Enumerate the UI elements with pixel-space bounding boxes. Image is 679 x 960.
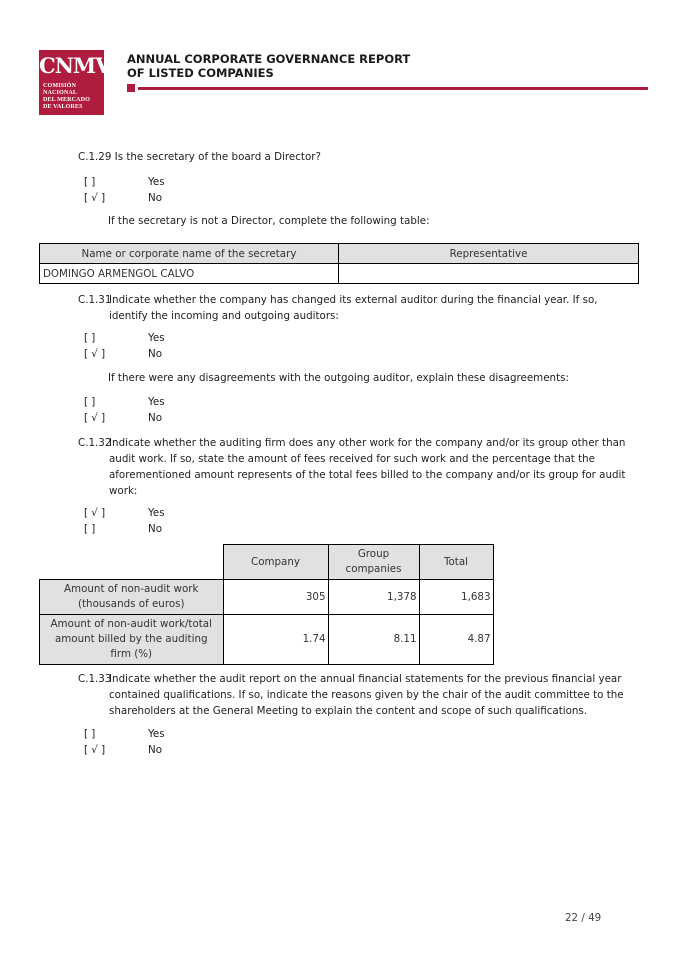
col-representative: Representative <box>339 244 639 264</box>
c132-no-checkbox[interactable]: [ ] <box>84 523 96 535</box>
c133-text-line2: contained qualifications. If so, indicate the reasons given by the chair of the audit committee to the <box>109 689 624 701</box>
col-group-companies: Group companies <box>328 545 419 580</box>
c132-text-line2: audit work. If so, state the amount of fees received for such work and the percentage that the <box>109 453 596 465</box>
c131-disagreement-text: If there were any disagreements with the outgoing auditor, explain these disagreements: <box>108 372 569 384</box>
cell-percent-company: 1.74 <box>223 615 328 665</box>
c132-text-line4: work: <box>109 485 138 497</box>
c132-text-line1: Indicate whether the auditing firm does any other work for the company and/or its group other than <box>109 437 626 449</box>
cell-amount-total: 1,683 <box>419 580 493 615</box>
secretary-table <box>39 243 639 284</box>
c129-no-label: No <box>148 192 163 204</box>
header-rule <box>138 87 648 90</box>
c131-no-label: No <box>148 348 163 360</box>
c131-disagree-no-checkbox[interactable]: [ √ ] <box>84 412 106 424</box>
c131-disagree-no-label: No <box>148 412 163 424</box>
c133-text-line1: Indicate whether the audit report on the annual financial statements for the previous financial year <box>109 673 622 685</box>
cell-percent-total: 4.87 <box>419 615 493 665</box>
row-label-percentage: Amount of non-audit work/total amount billed by the auditing firm (%) <box>40 615 224 665</box>
c131-text-line1: Indicate whether the company has changed its external auditor during the financial year. If so, <box>109 294 598 306</box>
col-secretary-name: Name or corporate name of the secretary <box>40 244 339 264</box>
c131-disagree-yes-checkbox[interactable]: [ ] <box>84 396 96 408</box>
non-audit-fees-table <box>39 544 494 665</box>
c129-yes-label: Yes <box>148 176 165 188</box>
table-row <box>40 264 639 284</box>
c132-yes-checkbox[interactable]: [ √ ] <box>84 507 106 519</box>
c129-question: C.1.29 Is the secretary of the board a Director? <box>78 151 321 163</box>
c131-yes-label: Yes <box>148 332 165 344</box>
c131-yes-checkbox[interactable]: [ ] <box>84 332 96 344</box>
table-header-row <box>40 244 639 264</box>
logo-mark: CNMV <box>39 53 111 78</box>
representative-cell <box>339 264 639 284</box>
c132-text-line3: aforementioned amount represents of the total fees billed to the company and/or its group for audit <box>109 469 626 481</box>
col-company: Company <box>223 545 328 580</box>
c131-text-line2: identify the incoming and outgoing auditors: <box>109 310 339 322</box>
logo-subtitle: COMISIÓN NACIONAL DEL MERCADO DE VALORES <box>43 83 90 110</box>
secretary-name-cell: DOMINGO ARMENGOL CALVO <box>40 264 339 284</box>
table-header-row <box>40 545 494 580</box>
c133-no-checkbox[interactable]: [ √ ] <box>84 744 106 756</box>
page-number: 22 / 49 <box>565 912 602 924</box>
c133-text-line3: shareholders at the General Meeting to explain the content and scope of such qualifications. <box>109 705 588 717</box>
c132-no-label: No <box>148 523 163 535</box>
cell-amount-company: 305 <box>223 580 328 615</box>
col-total: Total <box>419 545 493 580</box>
c132-number: C.1.32 <box>78 437 112 449</box>
c133-number: C.1.33 <box>78 673 112 685</box>
cell-percent-group: 8.11 <box>328 615 419 665</box>
row-label-amount: Amount of non-audit work (thousands of euros) <box>40 580 224 615</box>
c133-yes-checkbox[interactable]: [ ] <box>84 728 96 740</box>
c129-instruction: If the secretary is not a Director, complete the following table: <box>108 215 430 227</box>
cnmv-logo <box>39 50 111 115</box>
header-square-decoration <box>127 84 135 92</box>
c131-no-checkbox[interactable]: [ √ ] <box>84 348 106 360</box>
c129-no-checkbox[interactable]: [ √ ] <box>84 192 106 204</box>
c133-yes-label: Yes <box>148 728 165 740</box>
cell-amount-group: 1,378 <box>328 580 419 615</box>
c133-no-label: No <box>148 744 163 756</box>
c131-number: C.1.31 <box>78 294 112 306</box>
c129-yes-checkbox[interactable]: [ ] <box>84 176 96 188</box>
c131-disagree-yes-label: Yes <box>148 396 165 408</box>
table-row <box>40 615 494 665</box>
report-title: ANNUAL CORPORATE GOVERNANCE REPORT OF LISTED COMPANIES <box>127 52 411 80</box>
table-row <box>40 580 494 615</box>
c132-yes-label: Yes <box>148 507 165 519</box>
